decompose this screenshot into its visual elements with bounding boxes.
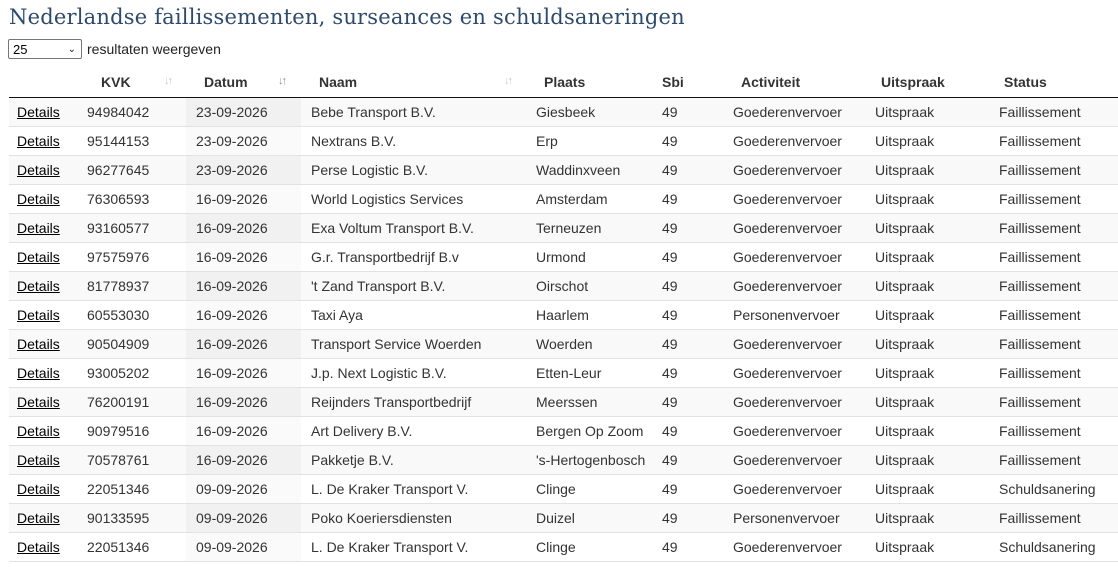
column-header-sbi: [655, 68, 727, 98]
naam-cell: World Logistics Services: [311, 191, 464, 207]
uitspraak-cell: Uitspraak: [875, 278, 935, 294]
details-link[interactable]: Details: [17, 394, 60, 410]
status-cell: Faillissement: [999, 307, 1081, 323]
datum-cell: 23-09-2026: [196, 104, 268, 120]
activiteit-cell: Goederenvervoer: [733, 423, 842, 439]
datum-cell: 16-09-2026: [196, 336, 268, 352]
kvk-cell: 60553030: [87, 307, 150, 323]
details-link[interactable]: Details: [17, 133, 60, 149]
sort-desc-icon[interactable]: ↓↑: [278, 75, 285, 87]
status-cell: Faillissement: [999, 162, 1081, 178]
datum-cell: 16-09-2026: [196, 394, 268, 410]
status-cell: Faillissement: [999, 510, 1081, 526]
kvk-cell: 97575976: [87, 249, 150, 265]
kvk-cell: 90133595: [87, 510, 150, 526]
uitspraak-cell: Uitspraak: [875, 162, 935, 178]
table-row: [9, 446, 1118, 475]
sort-both-icon[interactable]: ↓↑: [504, 75, 511, 87]
plaats-cell: Meerssen: [536, 394, 598, 410]
activiteit-cell: Goederenvervoer: [733, 394, 842, 410]
kvk-cell: 76200191: [87, 394, 150, 410]
activiteit-cell: Personenvervoer: [733, 307, 840, 323]
plaats-cell: Terneuzen: [536, 220, 602, 236]
activiteit-cell: Goederenvervoer: [733, 336, 842, 352]
kvk-cell: 90504909: [87, 336, 150, 352]
table-header-row: [9, 68, 1118, 98]
details-link[interactable]: Details: [17, 423, 60, 439]
sbi-cell: 49: [662, 278, 678, 294]
naam-cell: L. De Kraker Transport V.: [311, 539, 469, 555]
page-length-select[interactable]: [8, 39, 82, 59]
datum-cell: 16-09-2026: [196, 423, 268, 439]
uitspraak-cell: Uitspraak: [875, 423, 935, 439]
column-header-status: [991, 68, 1118, 98]
uitspraak-cell: Uitspraak: [875, 481, 935, 497]
details-link[interactable]: Details: [17, 452, 60, 468]
activiteit-cell: Goederenvervoer: [733, 220, 842, 236]
naam-cell: Art Delivery B.V.: [311, 423, 413, 439]
sbi-cell: 49: [662, 452, 678, 468]
status-cell: Schuldsanering: [999, 539, 1096, 555]
naam-cell: Poko Koeriersdiensten: [311, 510, 452, 526]
sbi-cell: 49: [662, 307, 678, 323]
details-link[interactable]: Details: [17, 481, 60, 497]
naam-cell: Perse Logistic B.V.: [311, 162, 428, 178]
details-link[interactable]: Details: [17, 307, 60, 323]
details-link[interactable]: Details: [17, 249, 60, 265]
activiteit-cell: Goederenvervoer: [733, 278, 842, 294]
plaats-cell: Clinge: [536, 539, 576, 555]
plaats-cell: 's-Hertogenbosch: [536, 452, 646, 468]
kvk-cell: 93160577: [87, 220, 150, 236]
table-row: [9, 388, 1118, 417]
naam-cell: G.r. Transportbedrijf B.v: [311, 249, 459, 265]
plaats-cell: Duizel: [536, 510, 575, 526]
uitspraak-cell: Uitspraak: [875, 220, 935, 236]
status-cell: Faillissement: [999, 394, 1081, 410]
status-cell: Faillissement: [999, 249, 1081, 265]
activiteit-cell: Goederenvervoer: [733, 162, 842, 178]
datum-cell: 09-09-2026: [196, 510, 268, 526]
kvk-cell: 22051346: [87, 539, 150, 555]
column-header-details: [9, 68, 86, 98]
sbi-cell: 49: [662, 249, 678, 265]
column-header-datum[interactable]: [186, 68, 301, 98]
status-cell: Faillissement: [999, 365, 1081, 381]
table-row: [9, 475, 1118, 504]
uitspraak-cell: Uitspraak: [875, 452, 935, 468]
uitspraak-cell: Uitspraak: [875, 307, 935, 323]
kvk-cell: 22051346: [87, 481, 150, 497]
table-row: [9, 127, 1118, 156]
column-header-label: Plaats: [544, 74, 586, 90]
activiteit-cell: Goederenvervoer: [733, 249, 842, 265]
naam-cell: Nextrans B.V.: [311, 133, 397, 149]
status-cell: Faillissement: [999, 191, 1081, 207]
table-row: [9, 330, 1118, 359]
naam-cell: J.p. Next Logistic B.V.: [311, 365, 447, 381]
uitspraak-cell: Uitspraak: [875, 191, 935, 207]
page-length-value: 25: [13, 41, 28, 57]
sbi-cell: 49: [662, 365, 678, 381]
plaats-cell: Clinge: [536, 481, 576, 497]
sort-both-icon[interactable]: ↓↑: [164, 75, 171, 87]
kvk-cell: 70578761: [87, 452, 150, 468]
details-link[interactable]: Details: [17, 278, 60, 294]
sbi-cell: 49: [662, 539, 678, 555]
naam-cell: Reijnders Transportbedrijf: [311, 394, 472, 410]
naam-cell: Exa Voltum Transport B.V.: [311, 220, 474, 236]
activiteit-cell: Goederenvervoer: [733, 104, 842, 120]
activiteit-cell: Goederenvervoer: [733, 452, 842, 468]
details-link[interactable]: Details: [17, 220, 60, 236]
kvk-cell: 94984042: [87, 104, 150, 120]
datum-cell: 16-09-2026: [196, 452, 268, 468]
sbi-cell: 49: [662, 220, 678, 236]
status-cell: Faillissement: [999, 278, 1081, 294]
sbi-cell: 49: [662, 423, 678, 439]
status-cell: Faillissement: [999, 104, 1081, 120]
kvk-cell: 90979516: [87, 423, 150, 439]
column-header-label: Datum: [204, 74, 248, 90]
column-header-label: Uitspraak: [881, 74, 945, 90]
table-row: [9, 98, 1118, 127]
details-link[interactable]: Details: [17, 510, 60, 526]
table-row: [9, 214, 1118, 243]
uitspraak-cell: Uitspraak: [875, 336, 935, 352]
activiteit-cell: Goederenvervoer: [733, 191, 842, 207]
table-row: [9, 156, 1118, 185]
naam-cell: Transport Service Woerden: [311, 336, 482, 352]
plaats-cell: Woerden: [536, 336, 593, 352]
details-link[interactable]: Details: [17, 365, 60, 381]
datum-cell: 16-09-2026: [196, 307, 268, 323]
naam-cell: 't Zand Transport B.V.: [311, 278, 446, 294]
plaats-cell: Oirschot: [536, 278, 589, 294]
details-link[interactable]: Details: [17, 162, 60, 178]
datum-cell: 16-09-2026: [196, 365, 268, 381]
kvk-cell: 81778937: [87, 278, 150, 294]
table-row: [9, 533, 1118, 562]
sbi-cell: 49: [662, 191, 678, 207]
datum-cell: 09-09-2026: [196, 481, 268, 497]
column-header-plaats: [526, 68, 655, 98]
column-header-label: Sbi: [662, 74, 684, 90]
uitspraak-cell: Uitspraak: [875, 104, 935, 120]
uitspraak-cell: Uitspraak: [875, 365, 935, 381]
datum-cell: 09-09-2026: [196, 539, 268, 555]
details-link[interactable]: Details: [17, 191, 60, 207]
table-row: [9, 243, 1118, 272]
column-header-uitspraak: [867, 68, 991, 98]
plaats-cell: Urmond: [536, 249, 586, 265]
datum-cell: 16-09-2026: [196, 220, 268, 236]
sbi-cell: 49: [662, 394, 678, 410]
column-header-activiteit: [727, 68, 867, 98]
column-header-kvk[interactable]: [86, 68, 186, 98]
details-link[interactable]: Details: [17, 539, 60, 555]
uitspraak-cell: Uitspraak: [875, 249, 935, 265]
plaats-cell: Waddinxveen: [536, 162, 621, 178]
details-link[interactable]: Details: [17, 336, 60, 352]
datum-cell: 23-09-2026: [196, 133, 268, 149]
activiteit-cell: Personenvervoer: [733, 510, 840, 526]
table-row: [9, 417, 1118, 446]
datum-cell: 16-09-2026: [196, 249, 268, 265]
sbi-cell: 49: [662, 104, 678, 120]
column-header-label: Status: [1004, 74, 1047, 90]
kvk-cell: 93005202: [87, 365, 150, 381]
naam-cell: Bebe Transport B.V.: [311, 104, 436, 120]
results-table: [9, 68, 1118, 562]
sbi-cell: 49: [662, 481, 678, 497]
activiteit-cell: Goederenvervoer: [733, 133, 842, 149]
status-cell: Faillissement: [999, 220, 1081, 236]
status-cell: Faillissement: [999, 133, 1081, 149]
table-row: [9, 359, 1118, 388]
status-cell: Faillissement: [999, 452, 1081, 468]
page-title: Nederlandse faillissementen, surseances en schuldsaneringen: [9, 5, 685, 29]
uitspraak-cell: Uitspraak: [875, 539, 935, 555]
table-row: [9, 504, 1118, 533]
details-link[interactable]: Details: [17, 104, 60, 120]
activiteit-cell: Goederenvervoer: [733, 365, 842, 381]
table-row: [9, 301, 1118, 330]
column-header-label: Naam: [319, 74, 358, 90]
uitspraak-cell: Uitspraak: [875, 394, 935, 410]
sbi-cell: 49: [662, 162, 678, 178]
plaats-cell: Giesbeek: [536, 104, 596, 120]
table-row: [9, 185, 1118, 214]
chevron-down-icon: ⌄: [67, 43, 76, 55]
page-length-control: [8, 39, 221, 59]
sbi-cell: 49: [662, 336, 678, 352]
naam-cell: Pakketje B.V.: [311, 452, 394, 468]
activiteit-cell: Goederenvervoer: [733, 481, 842, 497]
column-header-naam[interactable]: [301, 68, 526, 98]
datum-cell: 16-09-2026: [196, 191, 268, 207]
activiteit-cell: Goederenvervoer: [733, 539, 842, 555]
sbi-cell: 49: [662, 510, 678, 526]
kvk-cell: 76306593: [87, 191, 150, 207]
column-header-label: Activiteit: [741, 74, 801, 90]
status-cell: Schuldsanering: [999, 481, 1096, 497]
naam-cell: Taxi Aya: [311, 307, 363, 323]
uitspraak-cell: Uitspraak: [875, 510, 935, 526]
plaats-cell: Amsterdam: [536, 191, 608, 207]
naam-cell: L. De Kraker Transport V.: [311, 481, 469, 497]
plaats-cell: Etten-Leur: [536, 365, 602, 381]
plaats-cell: Erp: [536, 133, 558, 149]
table-row: [9, 272, 1118, 301]
column-header-label: KVK: [101, 74, 131, 90]
plaats-cell: Haarlem: [536, 307, 589, 323]
datum-cell: 23-09-2026: [196, 162, 268, 178]
kvk-cell: 95144153: [87, 133, 150, 149]
kvk-cell: 96277645: [87, 162, 150, 178]
sbi-cell: 49: [662, 133, 678, 149]
page-length-label: resultaten weergeven: [87, 41, 221, 57]
status-cell: Faillissement: [999, 423, 1081, 439]
uitspraak-cell: Uitspraak: [875, 133, 935, 149]
plaats-cell: Bergen Op Zoom: [536, 423, 644, 439]
datum-cell: 16-09-2026: [196, 278, 268, 294]
status-cell: Faillissement: [999, 336, 1081, 352]
